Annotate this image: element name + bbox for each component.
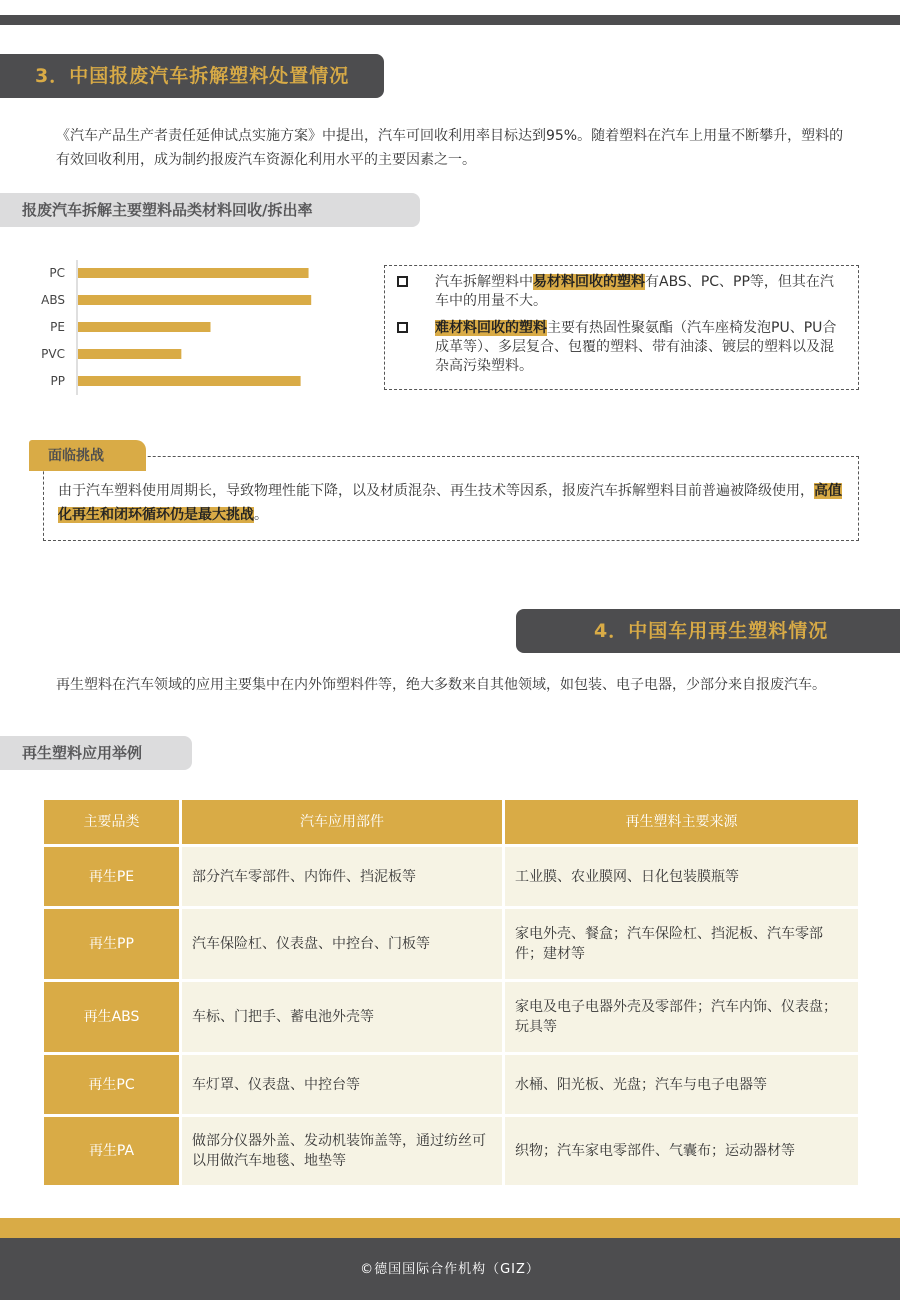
row-application: 车灯罩、仪表盘、中控台等 xyxy=(182,1055,502,1114)
section-3-intro: 《汽车产品生产者责任延伸试点实施方案》中提出，汽车可回收利用率目标达到95%。随着塑料在汽车上用量不断攀升，塑料的有效回收利用，成为制约报废汽车资源化利用水平的主要因素之一。 xyxy=(56,128,844,168)
info-text-pre: 汽车拆解塑料中 xyxy=(435,274,533,290)
bar-chart-svg xyxy=(30,258,330,398)
info-text-post: 有ABS、PC、PP等，但其在汽车中的用量不大。 xyxy=(435,274,834,309)
top-bar xyxy=(0,15,900,25)
chart-bar-pp xyxy=(78,376,301,386)
section-4-title: 4．中国车用再生塑料情况 xyxy=(516,609,900,653)
header-source: 再生塑料主要来源 xyxy=(505,800,858,844)
row-source: 工业膜、农业膜网、日化包装膜瓶等 xyxy=(505,847,858,906)
checkbox-bullet-icon xyxy=(397,322,408,333)
table-header-row xyxy=(44,800,858,844)
row-source: 家电外壳、餐盒；汽车保险杠、挡泥板、汽车零部件；建材等 xyxy=(505,909,858,979)
chart-heading: 报废汽车拆解主要塑料品类材料回收/拆出率 xyxy=(0,193,420,227)
info-highlight-easy: 易材料回收的塑料 xyxy=(533,274,645,290)
plastic-types-info-box xyxy=(384,265,859,390)
table-row xyxy=(44,909,858,979)
row-category: 再生PP xyxy=(44,909,179,979)
info-text-post: 主要有热固性聚氨酯（汽车座椅发泡PU、PU合成革等）、多层复合、包覆的塑料、带有油漆、镀层的塑料以及混杂高污染塑料。 xyxy=(435,320,837,374)
chart-category-label: PP xyxy=(50,374,65,388)
challenge-tab: 面临挑战 xyxy=(29,440,146,471)
chart-bar-abs xyxy=(78,295,311,305)
table-heading: 再生塑料应用举例 xyxy=(0,736,192,770)
info-item-easy-recycle xyxy=(397,273,840,311)
section-4-intro: 再生塑料在汽车领域的应用主要集中在内外饰塑料件等，绝大多数来自其他领域，如包装、电子电器，少部分来自报废汽车。 xyxy=(56,677,826,693)
chart-bar-pe xyxy=(78,322,211,332)
row-source: 家电及电子电器外壳及零部件；汽车内饰、仪表盘；玩具等 xyxy=(505,982,858,1052)
table-row xyxy=(44,1117,858,1185)
chart-category-label: ABS xyxy=(41,293,65,307)
recovery-rate-bar-chart xyxy=(30,258,330,398)
row-category: 再生PA xyxy=(44,1117,179,1185)
info-highlight-hard: 难材料回收的塑料 xyxy=(435,320,547,336)
challenge-highlight: 高值化再生和闭环循环仍是最大挑战 xyxy=(58,483,842,523)
row-category: 再生PE xyxy=(44,847,179,906)
challenge-box xyxy=(43,456,859,541)
checkbox-bullet-icon xyxy=(397,276,408,287)
footer-copyright: ©德国国际合作机构（GIZ） xyxy=(0,1238,900,1300)
table-row xyxy=(44,982,858,1052)
row-source: 水桶、阳光板、光盘；汽车与电子电器等 xyxy=(505,1055,858,1114)
row-source: 织物；汽车家电零部件、气囊布；运动器材等 xyxy=(505,1117,858,1185)
chart-category-label: PVC xyxy=(41,347,65,361)
header-category: 主要品类 xyxy=(44,800,179,844)
header-application: 汽车应用部件 xyxy=(182,800,502,844)
table-row xyxy=(44,1055,858,1114)
row-category: 再生ABS xyxy=(44,982,179,1052)
chart-bar-pvc xyxy=(78,349,181,359)
chart-bar-pc xyxy=(78,268,309,278)
row-category: 再生PC xyxy=(44,1055,179,1114)
table-row xyxy=(44,847,858,906)
challenge-text-pre: 由于汽车塑料使用周期长，导致物理性能下降，以及材质混杂、再生技术等因系，报废汽车拆解塑料目前普遍被降级使用， xyxy=(58,483,814,499)
recycled-plastics-table xyxy=(44,800,858,1188)
row-application: 车标、门把手、蓄电池外壳等 xyxy=(182,982,502,1052)
chart-category-label: PC xyxy=(49,266,65,280)
challenge-text-post: 。 xyxy=(254,507,268,523)
bottom-accent-stripe xyxy=(0,1218,900,1238)
row-application: 部分汽车零部件、内饰件、挡泥板等 xyxy=(182,847,502,906)
row-application: 汽车保险杠、仪表盘、中控台、门板等 xyxy=(182,909,502,979)
section-3-title: 3．中国报废汽车拆解塑料处置情况 xyxy=(0,54,384,98)
info-item-hard-recycle xyxy=(397,319,840,376)
row-application: 做部分仪器外盖、发动机装饰盖等，通过纺丝可以用做汽车地毯、地垫等 xyxy=(182,1117,502,1185)
chart-category-label: PE xyxy=(50,320,65,334)
